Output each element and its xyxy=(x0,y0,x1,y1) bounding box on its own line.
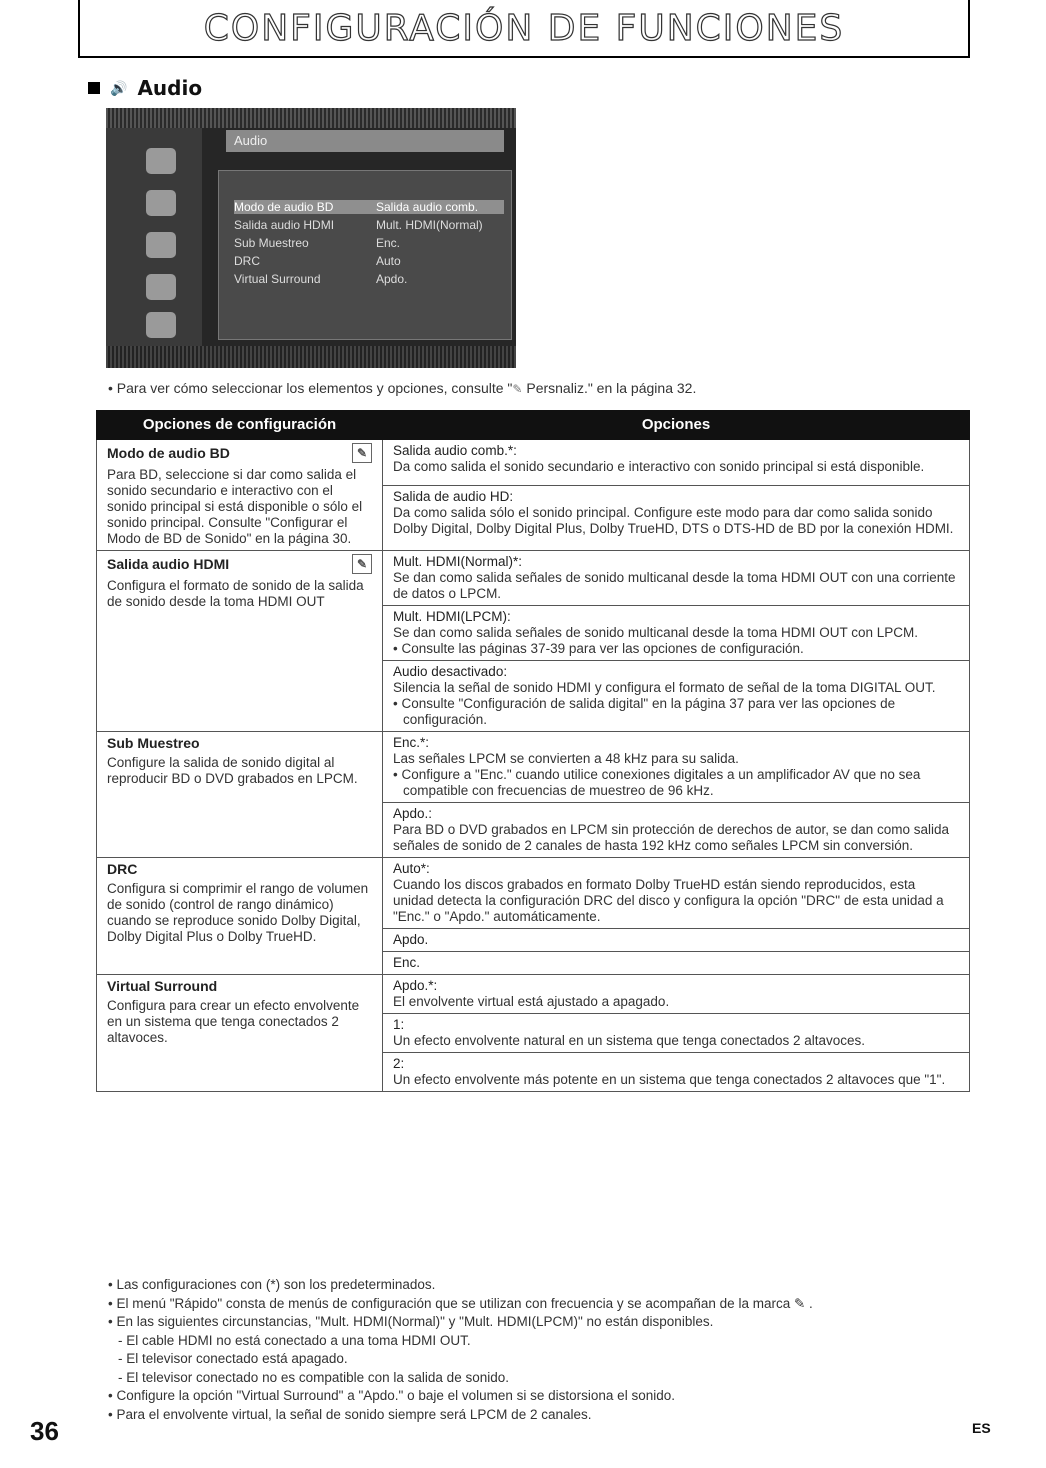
audio-icon xyxy=(146,232,176,258)
header-box xyxy=(78,0,970,58)
display-icon xyxy=(146,190,176,216)
option-cell: Enc. xyxy=(383,952,970,975)
option-cell: Apdo.: Para BD o DVD grabados en LPCM sin protección de derechos de autor, se dan como salida señales de sonido de 2 canales de hasta 192 kHz como señales LPCM sin conversión. xyxy=(383,803,970,858)
setting-description: Configure la salida de sonido digital al reproducir BD o DVD grabados en LPCM. xyxy=(107,755,358,786)
table-row xyxy=(97,858,970,929)
section-heading xyxy=(88,76,202,100)
quick-mark-icon: ✎ xyxy=(352,443,372,463)
menu-row: Salida audio HDMI Mult. HDMI(Normal) xyxy=(234,218,483,232)
note: • Para el envolvente virtual, la señal de sonido siempre será LPCM de 2 canales. xyxy=(108,1406,592,1422)
menu-row: Sub Muestreo Enc. xyxy=(234,236,401,250)
menu-title: Audio xyxy=(226,130,504,152)
setting-title: Virtual Surround xyxy=(107,978,218,994)
option-cell: 1: Un efecto envolvente natural en un sistema que tenga conectados 2 altavoces. xyxy=(383,1014,970,1053)
option-cell: Mult. HDMI(LPCM): Se dan como salida señales de sonido multicanal desde la toma HDMI OUT con LPCM. • Consulte las páginas 37-39 para ver las opciones de configuración. xyxy=(383,606,970,661)
menu-sidebar xyxy=(106,128,202,346)
table-row xyxy=(97,975,970,1014)
option-cell: Apdo. xyxy=(383,929,970,952)
option-cell: Apdo.*: El envolvente virtual está ajustado a apagado. xyxy=(383,975,970,1014)
note: - El televisor conectado no es compatible con la salida de sonido. xyxy=(118,1369,509,1385)
setting-description: Configura para crear un efecto envolvente en un sistema que tenga conectados 2 altavoces. xyxy=(107,998,360,1045)
square-bullet-icon xyxy=(88,82,100,94)
quick-mark-icon: ✎ xyxy=(352,554,372,574)
language-code: ES xyxy=(972,1420,991,1436)
notes-list xyxy=(108,1276,968,1424)
page-number: 36 xyxy=(30,1416,59,1446)
intro-note: • Para ver cómo seleccionar los elementos y opciones, consulte "✎ Persnaliz." en la página 32. xyxy=(108,380,697,396)
setting-description: Configura si comprimir el rango de volumen de sonido (control de rango dinámico) cuando se reproduce sonido Dolby Digital, Dolby Digital Plus o Dolby TrueHD. xyxy=(107,881,369,944)
setting-cell xyxy=(97,732,383,858)
option-cell: Salida audio comb.*: Da como salida el sonido secundario e interactivo con sonido principal si está disponible. xyxy=(383,440,970,486)
audio-menu-screenshot xyxy=(106,108,516,368)
quick-mark-icon: ✎ xyxy=(793,1295,806,1311)
setting-title: Sub Muestreo xyxy=(107,735,200,751)
column-header: Opciones de configuración xyxy=(97,411,383,440)
settings-table xyxy=(96,410,970,1092)
setting-cell xyxy=(97,858,383,975)
option-cell: Salida de audio HD: Da como salida sólo el sonido principal. Configure este modo para dar como salida sonido Dolby Digital, Dolby Digital Plus, Dolby TrueHD, DTS o DTS-HD de BD por la conexión HDMI. xyxy=(383,486,970,551)
setting-title: Modo de audio BD xyxy=(107,445,230,461)
table-row xyxy=(97,732,970,803)
disc-icon xyxy=(146,148,176,174)
setting-cell xyxy=(97,440,383,551)
menu-row: DRC Auto xyxy=(234,254,401,268)
custom-menu-icon: ✎ xyxy=(512,382,523,396)
option-cell: Mult. HDMI(Normal)*: Se dan como salida señales de sonido multicanal desde la toma HDMI OUT con una corriente de datos o LPCM. xyxy=(383,551,970,606)
note: • El menú "Rápido" consta de menús de configuración que se utilizan con frecuencia y se acompañan de la marca ✎ . xyxy=(108,1295,813,1311)
note: - El televisor conectado está apagado. xyxy=(118,1351,348,1366)
setting-cell xyxy=(97,975,383,1092)
setting-description: Para BD, seleccione si dar como salida el sonido secundario e interactivo con el sonido principal si está disponible o sólo el sonido principal. Consulte "Configurar el Modo de BD de Sonido" en la página 30. xyxy=(107,467,363,546)
option-cell: Auto*: Cuando los discos grabados en formato Dolby TrueHD están siendo reproducidos, esta unidad detecta la configuración DRC del disco y configura la opción "DRC" de esta unidad a "Enc." o "Apdo." automáticamente. xyxy=(383,858,970,929)
table-row xyxy=(97,440,970,486)
menu-row: Modo de audio BD Salida audio comb. xyxy=(234,200,504,214)
note: • En las siguientes circunstancias, "Mult. HDMI(Normal)" y "Mult. HDMI(LPCM)" no están disponibles. xyxy=(108,1314,714,1329)
menu-row: Virtual Surround Apdo. xyxy=(234,272,408,286)
option-cell: 2: Un efecto envolvente más potente en un sistema que tenga conectados 2 altavoces que "1". xyxy=(383,1053,970,1092)
tools-icon xyxy=(146,312,176,338)
setting-title: DRC xyxy=(107,861,138,877)
note: • Configure la opción "Virtual Surround" a "Apdo." o baje el volumen si se distorsiona el sonido. xyxy=(108,1388,675,1403)
table-row xyxy=(97,551,970,606)
note: - El cable HDMI no está conectado a una toma HDMI OUT. xyxy=(118,1332,471,1348)
column-header: Opciones xyxy=(383,411,970,440)
option-cell: Audio desactivado: Silencia la señal de sonido HDMI y configura el formato de señal de la toma DIGITAL OUT. • Consulte "Configuración de salida digital" en la página 37 para ver las opciones de configuración. xyxy=(383,661,970,732)
setting-title: Salida audio HDMI xyxy=(107,556,230,572)
note: • Las configuraciones con (*) son los predeterminados. xyxy=(108,1277,436,1292)
lock-icon xyxy=(146,274,176,300)
option-cell: Enc.*: Las señales LPCM se convierten a 48 kHz para su salida. • Configure a "Enc." cuando utilice conexiones digitales a un amplificador AV que no sea compatible con frecuencias de muestreo de 96 kHz. xyxy=(383,732,970,803)
section-title: Audio xyxy=(137,76,203,100)
setting-cell xyxy=(97,551,383,732)
menu-bottom-strip xyxy=(106,346,516,368)
menu-top-strip xyxy=(106,108,516,128)
speaker-icon: 🔊 xyxy=(110,79,128,96)
page-title: CONFIGURACIÓN DE FUNCIONES xyxy=(203,7,845,49)
setting-description: Configura el formato de sonido de la salida de sonido desde la toma HDMI OUT xyxy=(107,578,364,609)
